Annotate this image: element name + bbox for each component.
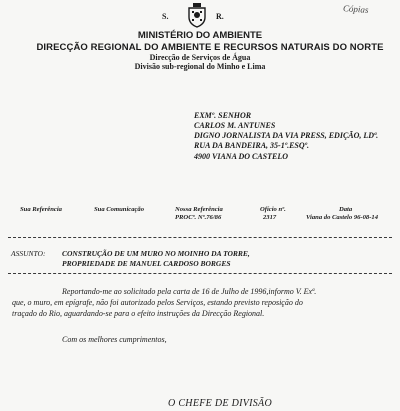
divider-top: [8, 237, 392, 238]
your-reference-label: Sua Referência: [20, 206, 62, 213]
seal-right-letter: R.: [216, 12, 224, 21]
date-label: Data: [339, 206, 353, 213]
body-line: que, o muro, em epígrafe, não foi autorizado pelos Serviços, estando previsto reposição do: [12, 298, 303, 307]
closing-line: Com os melhores cumprimentos,: [62, 335, 167, 344]
body-line: traçado do Rio, aguardando-se para o efeito instruções da Direcção Regional.: [12, 309, 265, 318]
addressee-line: 4900 VIANA DO CASTELO: [194, 152, 289, 161]
addressee-line: CARLOS M. ANTUNES: [194, 121, 276, 130]
letterhead-seal: [150, 2, 270, 32]
subject-line: CONSTRUÇÃO DE UM MURO NO MOINHO DA TORRE,: [62, 249, 250, 258]
divider-bottom: [8, 273, 392, 274]
our-reference-label: Nossa Referência: [175, 206, 223, 213]
letter-number-value: 2317: [263, 214, 277, 221]
our-reference-value: PROCº. Nº.76/86: [175, 214, 222, 221]
subject-label: ASSUNTO:: [11, 249, 46, 258]
body-line: Reportando-me ao solicitado pela carta de 16 de Julho de 1996,informo V. Exª.: [62, 287, 317, 296]
addressee-line: DIGNO JORNALISTA DA VIA PRESS, EDIÇÃO, LDª.: [194, 131, 379, 140]
seal-left-letter: S.: [162, 12, 169, 21]
addressee-line: EXMº. SENHOR: [194, 111, 252, 120]
addressee-line: RUA DA BANDEIRA, 35-1º.ESQº.: [194, 141, 310, 150]
subject-line: PROPRIEDADE DE MANUEL CARDOSO BORGES: [62, 259, 231, 268]
signature-title: O CHEFE DE DIVISÃO: [168, 398, 272, 409]
division-name: Divisão sub-regional do Minho e Lima: [134, 62, 266, 71]
date-value: Viana do Castelo 96-08-14: [306, 214, 378, 221]
your-communication-label: Sua Comunicação: [94, 206, 145, 213]
services-name: Direcção de Serviços de Água: [149, 53, 251, 62]
regional-directorate: DIRECÇÃO REGIONAL DO AMBIENTE E RECURSOS NATURAIS DO NORTE: [36, 42, 384, 53]
coat-of-arms-icon: [186, 2, 208, 28]
letter-number-label: Ofício nº.: [260, 206, 286, 213]
handwritten-note: Cópias: [342, 3, 369, 15]
ministry-title: MINISTÉRIO DO AMBIENTE: [137, 30, 263, 41]
